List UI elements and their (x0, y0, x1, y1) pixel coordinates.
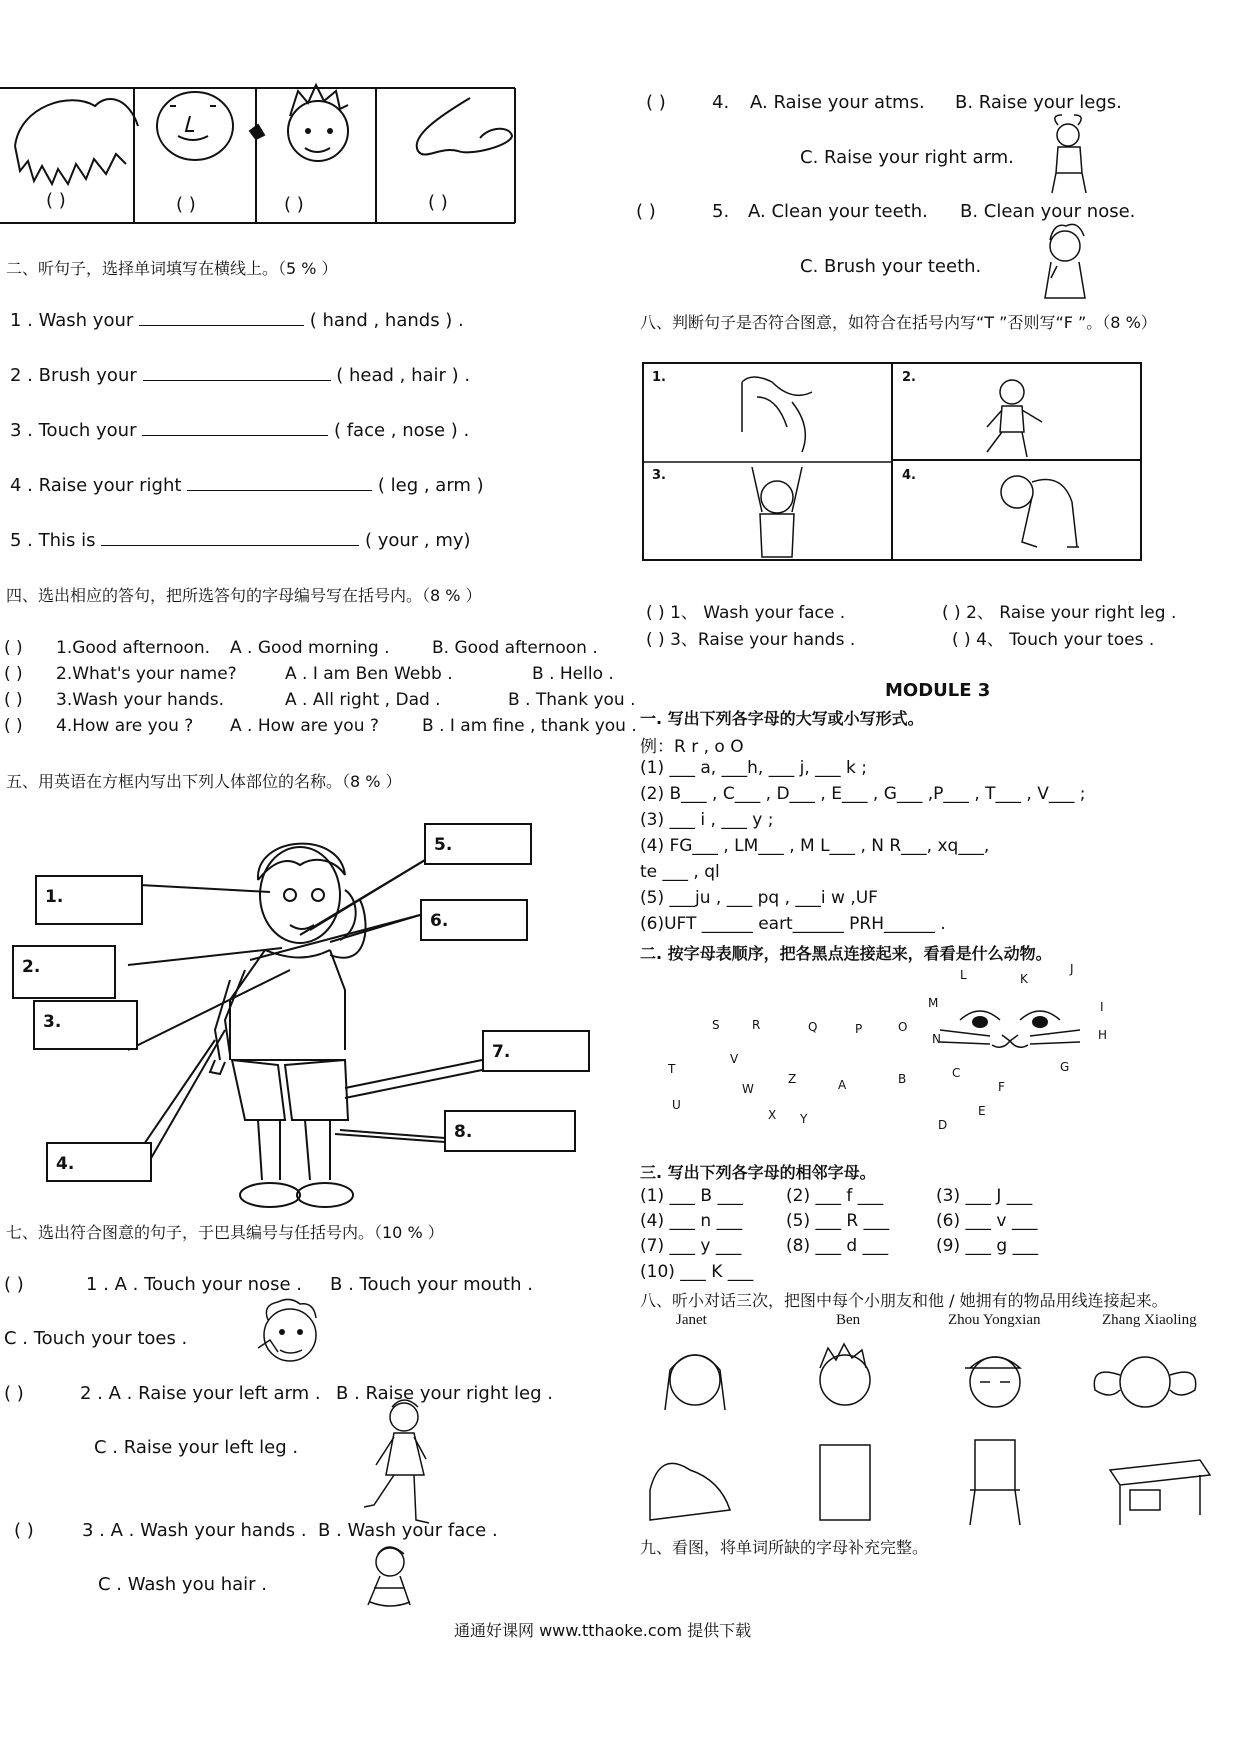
label-box-7[interactable]: 7. (482, 1030, 590, 1072)
tf-sentence-1[interactable]: ( ) 1、 Wash your face . (646, 603, 846, 623)
answer-blank[interactable] (139, 324, 304, 326)
section-2-heading: 二、听句子，选择单词填写在横线上。（5 % ） (6, 259, 338, 278)
shoes-item (650, 1463, 730, 1520)
dot-L: L (960, 968, 967, 982)
nose-drawing (417, 98, 512, 155)
label-box-3[interactable]: 3. (33, 1000, 138, 1050)
dot-Q: Q (808, 1020, 818, 1034)
dot-K: K (1020, 972, 1028, 986)
sec2-item-5: 5 . This is ( your , my) (10, 530, 471, 551)
tf-num-3: 3. (652, 468, 666, 483)
face-paren-1: ( ) (46, 190, 66, 211)
face-paren-2: ( ) (176, 194, 196, 215)
module-line-4b[interactable]: te ___ , ql (640, 862, 720, 882)
chair-item (970, 1440, 1020, 1525)
module-example: 例：R r , o O (640, 737, 744, 757)
section-7-heading: 七、选出符合图意的句子，于巴具编号与任括号内。（10 % ） (6, 1223, 444, 1242)
sec2-item-4: 4 . Raise your right ( leg , arm ) (10, 475, 484, 496)
tf-num-4: 4. (902, 468, 916, 483)
dot-M: M (928, 996, 939, 1010)
label-box-2[interactable]: 2. (12, 945, 116, 999)
dot-R: R (752, 1018, 761, 1032)
section-8-heading: 八、判断句子是否符合图意，如符合在括号内写“T ”否则写“F ”。（8 %） (640, 313, 1157, 332)
tf-sentence-4[interactable]: ( ) 4、 Touch your toes . (952, 630, 1155, 650)
face-paren-3: ( ) (284, 194, 304, 215)
sec2-item-2: 2 . Brush your ( head , hair ) . (10, 365, 471, 386)
tf-num-1: 1. (652, 370, 666, 385)
book-item (820, 1445, 870, 1520)
section-5-heading: 五、用英语在方框内写出下列人体部位的名称。（8 % ） (6, 772, 402, 791)
face-paren-4: ( ) (428, 192, 448, 213)
module-line-3[interactable]: (3) ___ i , ___ y ; (640, 810, 774, 830)
module-title: MODULE 3 (885, 680, 991, 701)
face-drawing (157, 92, 233, 160)
raise-leg-picture (354, 1395, 444, 1535)
raise-arm-picture (1040, 115, 1100, 195)
dot-P: P (855, 1022, 863, 1036)
answer-blank[interactable] (187, 489, 372, 491)
touch-nose-picture (250, 1300, 330, 1380)
sec7-q1-paren[interactable]: ( ) (4, 1274, 24, 1295)
wash-picture (360, 1540, 430, 1610)
dot-Y: Y (800, 1112, 808, 1126)
module-heading-9: 九、看图，将单词所缺的字母补充完整。 (640, 1538, 929, 1557)
dot-G: G (1060, 1060, 1070, 1074)
dot-C: C (952, 1066, 961, 1080)
label-box-6[interactable]: 6. (420, 899, 528, 941)
module-heading-8: 八、听小对话三次，把图中每个小朋友和他 / 她拥有的物品用线连接起来。 (640, 1291, 1168, 1310)
answer-blank[interactable] (142, 434, 328, 436)
brush-teeth-picture (1035, 222, 1095, 302)
dot-E: E (978, 1104, 986, 1118)
dot-V: V (730, 1052, 739, 1066)
module-heading-1: 一. 写出下列各字母的大写或小写形式。 (640, 709, 924, 728)
module-heading-3: 三. 写出下列各字母的相邻字母。 (640, 1163, 876, 1182)
sec2-item-3: 3 . Touch your ( face , nose ) . (10, 420, 470, 441)
dot-D: D (938, 1118, 948, 1132)
module-line-2[interactable]: (2) B___ , C___ , D___ , E___ , G___ ,P___ , T___ , V___ ; (640, 784, 1086, 804)
label-box-5[interactable]: 5. (424, 823, 532, 865)
cat-face-drawing (940, 980, 1140, 1080)
dot-O: O (898, 1020, 908, 1034)
footer-credit: 通通好课网 www.tthaoke.com 提供下载 (454, 1621, 752, 1640)
sec7-q2-paren[interactable]: ( ) (4, 1383, 24, 1404)
dot-I: I (1100, 1000, 1104, 1014)
name-zhang: Zhang Xiaoling (1102, 1312, 1197, 1328)
dot-U: U (672, 1098, 681, 1112)
dot-T: T (668, 1062, 676, 1076)
section-4-heading: 四、选出相应的答句，把所选答句的字母编号写在括号内。（8 % ） (6, 586, 482, 605)
q4-paren[interactable]: ( ) (646, 92, 666, 113)
dot-F: F (998, 1080, 1005, 1094)
answer-blank[interactable] (101, 544, 359, 546)
label-box-4[interactable]: 4. (46, 1142, 152, 1182)
dot-X: X (768, 1108, 777, 1122)
dot-S: S (712, 1018, 720, 1032)
module-line-5[interactable]: (5) ___ju , ___ pq , ___i w ,UF (640, 888, 878, 908)
name-janet: Janet (676, 1312, 707, 1328)
module-line-4[interactable]: (4) FG___ , LM___ , M L___ , N R___, xq___, (640, 836, 990, 856)
dot-Z: Z (788, 1072, 797, 1086)
label-box-8[interactable]: 8. (444, 1110, 576, 1152)
tf-sentence-2[interactable]: ( ) 2、 Raise your right leg . (942, 603, 1177, 623)
dot-W: W (742, 1082, 754, 1096)
tf-num-2: 2. (902, 370, 916, 385)
sec7-q3-paren[interactable]: ( ) (14, 1520, 34, 1541)
hair-drawing (15, 99, 138, 184)
module-line-1[interactable]: (1) ___ a, ___h, ___ j, ___ k ; (640, 758, 868, 778)
module-line-6[interactable]: (6)UFT ______ eart______ PRH______ . (640, 914, 946, 934)
dot-A: A (838, 1078, 847, 1092)
label-box-1[interactable]: 1. (35, 875, 143, 925)
dot-B: B (898, 1072, 907, 1086)
module-heading-2: 二. 按字母表顺序，把各黑点连接起来，看看是什么动物。 (640, 944, 1052, 963)
desk-item (1110, 1460, 1210, 1525)
tf-picture-grid (642, 362, 1142, 562)
answer-blank[interactable] (143, 379, 331, 381)
dot-H: H (1098, 1028, 1108, 1042)
name-ben: Ben (836, 1312, 861, 1328)
dot-J: J (1070, 962, 1074, 976)
sec2-item-1: 1 . Wash your ( hand , hands ) . (10, 310, 464, 331)
tf-sentence-3[interactable]: ( ) 3、Raise your hands . (646, 630, 856, 650)
name-zhou: Zhou Yongxian (948, 1312, 1041, 1328)
dot-N: N (932, 1032, 941, 1046)
q5-paren[interactable]: ( ) (636, 201, 656, 222)
kids-and-items-drawing (640, 1340, 1220, 1540)
